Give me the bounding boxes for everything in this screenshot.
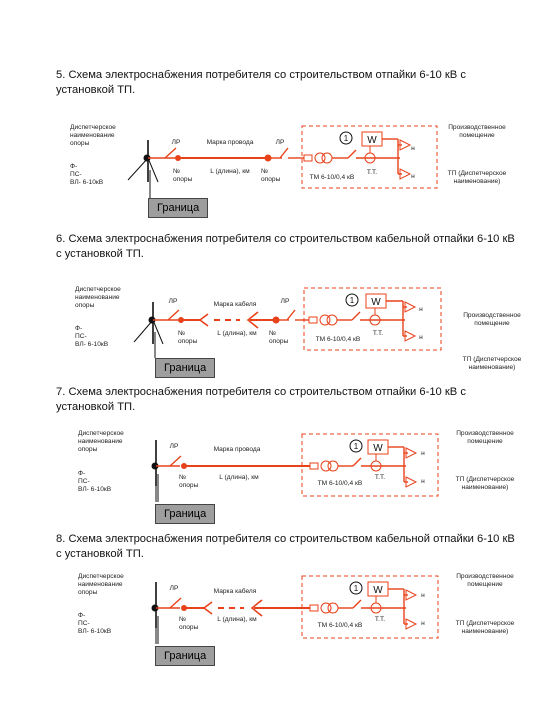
scheme-8-n2: н — [421, 620, 425, 627]
scheme-6-lr-left: ЛР — [168, 298, 178, 305]
scheme-6-dispatch-label: Диспетчерское наименование опоры — [75, 286, 121, 309]
scheme-6-pole-no-right: № опоры — [269, 330, 289, 345]
scheme-7-boundary: Граница — [155, 504, 215, 524]
scheme-5-meter-num: 1 — [343, 134, 349, 143]
scheme-6-feeder-label: Ф- ПС- ВЛ- 6-10кВ — [75, 325, 109, 348]
scheme-8-meter-num: 1 — [353, 584, 359, 593]
scheme-6-tm: ТМ 6-10/0,4 кВ — [315, 336, 361, 343]
scheme-8-drawing — [152, 576, 439, 644]
scheme-5-feeder-label: Ф- ПС- ВЛ- 6-10кВ — [70, 163, 104, 186]
scheme-7-mark: Марка провода — [213, 446, 261, 453]
scheme-7-pole-no-left: № опоры — [179, 474, 199, 489]
scheme-5-tt: Т.Т. — [366, 169, 378, 176]
scheme-5-drawing — [128, 126, 437, 198]
scheme-6-diagram — [0, 282, 540, 382]
scheme-5-pole-no-right: № опоры — [261, 168, 281, 183]
scheme-6-meter-num: 1 — [349, 296, 355, 305]
scheme-5-tp: ТП (Диспетчерское наименование) — [447, 170, 507, 185]
scheme-6-meter-w: W — [371, 297, 381, 308]
scheme-6-mark: Марка кабеля — [213, 301, 257, 308]
scheme-8-length: L (длина), км — [217, 616, 257, 623]
scheme-8-mark: Марка кабеля — [213, 588, 257, 595]
scheme-5-lr-left: ЛР — [171, 139, 181, 146]
scheme-8-n1: н — [421, 592, 425, 599]
scheme-7-tm: ТМ 6-10/0,4 кВ — [317, 480, 363, 487]
scheme-6-drawing — [134, 288, 441, 358]
scheme-5-room: Производственное помещение — [448, 124, 506, 139]
scheme-8-tt: Т.Т. — [374, 616, 386, 623]
scheme-7-room: Производственное помещение — [456, 430, 514, 445]
scheme-7-feeder-label: Ф- ПС- ВЛ- 6-10кВ — [78, 470, 112, 493]
scheme-7-meter-num: 1 — [353, 442, 359, 451]
scheme-6-n1: н — [419, 306, 423, 313]
scheme-6-title: 6. Схема электроснабжения потребителя со строительством кабельной отпайки 6-10 кВ с установкой ТП. — [56, 233, 515, 260]
scheme-8-feeder-label: Ф- ПС- ВЛ- 6-10кВ — [78, 612, 112, 635]
scheme-8-tm: ТМ 6-10/0,4 кВ — [317, 622, 363, 629]
scheme-7-tt: Т.Т. — [374, 474, 386, 481]
scheme-8-title: 8. Схема электроснабжения потребителя со строительством кабельной отпайки 6-10 кВ с установкой ТП. — [56, 533, 515, 560]
scheme-5-length: L (длина), км — [210, 168, 250, 175]
scheme-8-pole-no-left: № опоры — [179, 616, 199, 631]
scheme-7-n2: н — [421, 478, 425, 485]
scheme-5-mark: Марка провода — [206, 139, 254, 146]
scheme-5-dispatch-label: Диспетчерское наименование опоры — [70, 124, 116, 147]
scheme-5-diagram — [0, 120, 540, 220]
scheme-6-tt: Т.Т. — [372, 330, 384, 337]
scheme-5-pole-no-left: № опоры — [173, 168, 193, 183]
scheme-7-length: L (длина), км — [219, 474, 259, 481]
scheme-5-n1: н — [411, 145, 415, 152]
scheme-7-lr-left: ЛР — [169, 443, 179, 450]
scheme-6-lr-right: ЛР — [280, 298, 290, 305]
scheme-5-meter-w: W — [367, 135, 377, 146]
scheme-8-tp: ТП (Диспетчерское наименование) — [455, 620, 515, 635]
scheme-6-n2: н — [419, 334, 423, 341]
scheme-7-diagram — [0, 428, 540, 528]
scheme-5-title: 5. Схема электроснабжения потребителя со строительством отпайки 6-10 кВ с установкой ТП. — [56, 69, 466, 96]
scheme-6-pole-no-left: № опоры — [178, 330, 198, 345]
scheme-7-meter-w: W — [373, 443, 383, 454]
scheme-7-dispatch-label: Диспетчерское наименование опоры — [78, 430, 124, 453]
scheme-7-n1: н — [421, 450, 425, 457]
scheme-6-length: L (длина), км — [217, 330, 257, 337]
scheme-6-tp: ТП (Диспетчерское наименование) — [462, 356, 522, 371]
scheme-7-drawing — [152, 434, 439, 502]
scheme-8-diagram — [0, 570, 540, 670]
scheme-5-boundary: Граница — [148, 198, 208, 218]
scheme-8-meter-w: W — [373, 585, 383, 596]
scheme-7-title: 7. Схема электроснабжения потребителя со строительством отпайки 6-10 кВ с установкой ТП. — [56, 386, 466, 413]
scheme-8-dispatch-label: Диспетчерское наименование опоры — [78, 573, 124, 596]
scheme-6-boundary: Граница — [155, 358, 215, 378]
scheme-8-room: Производственное помещение — [456, 573, 514, 588]
scheme-6-room: Производственное помещение — [463, 312, 521, 327]
scheme-8-lr-left: ЛР — [169, 585, 179, 592]
scheme-7-tp: ТП (Диспетчерское наименование) — [455, 476, 515, 491]
scheme-5-tm: ТМ 6-10/0,4 кВ — [309, 174, 355, 181]
scheme-5-n2: н — [411, 173, 415, 180]
scheme-5-lr-right: ЛР — [275, 139, 285, 146]
scheme-8-boundary: Граница — [155, 646, 215, 666]
